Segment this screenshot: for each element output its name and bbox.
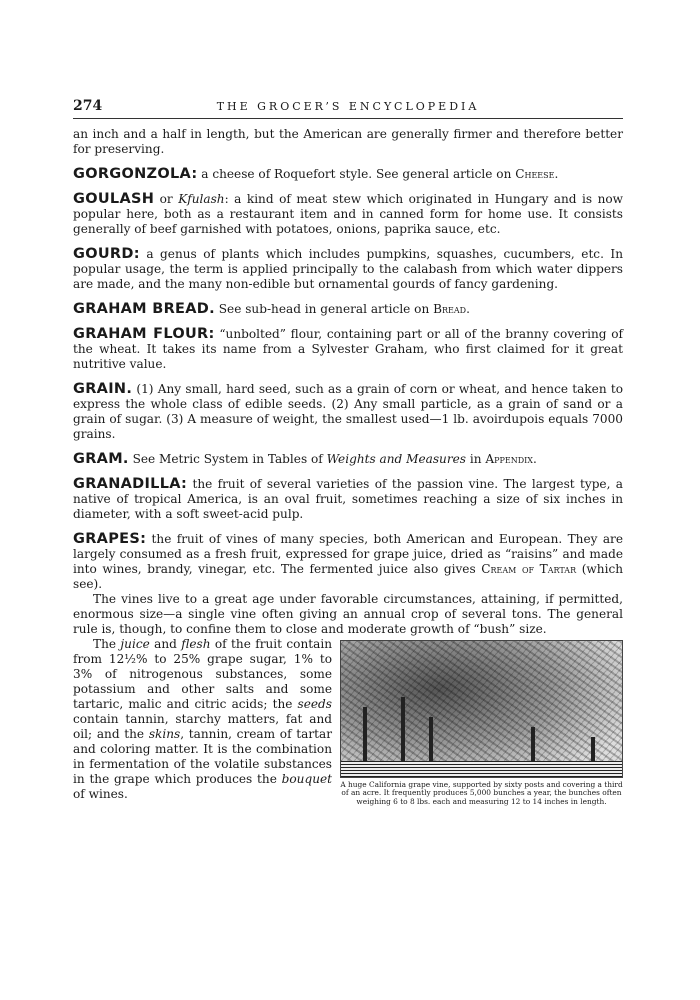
headword: GORGONZOLA: [73, 166, 198, 182]
cross-reference: Cheese [515, 167, 555, 181]
headword: GRAIN. [73, 381, 133, 397]
entry-goulash: GOULASH or Kfulash: a kind of meat stew which originated in Hungary and is now popular here, both as a restaurant item and in canned form for home use. It consists generally of beef garnished with potatoes, onions, paprika sauce, etc. [73, 191, 623, 236]
alt-spelling: Kfulash [178, 192, 225, 206]
entry-gram: GRAM. See Metric System in Tables of Weights and Measures in Appendix. [73, 451, 537, 467]
entry-gourd: GOURD: a genus of plants which includes pumpkins, squashes, cucumbers, etc. In popular usage, the term is applied principally to the calabash from which water dippers are made, and the many non-edible but ornamental gourds of fancy gardening. [73, 246, 623, 291]
headword: GRAHAM FLOUR: [73, 326, 215, 342]
entry-grain: GRAIN. (1) Any small, hard seed, such as a grain of corn or wheat, and hence taken to express the whole class of edible seeds. (2) Any small particle, as a grain of sand or a grain of sugar. (3) A measure of weight, the smallest used—1 lb. avoirdupois equals 7000 grains. [73, 381, 623, 441]
grapes-para-1: GRAPES: the fruit of vines of many species, both American and European. They are largely consumed as a fresh fruit, expressed for grape juice, dried as “raisins” and made into wines, brandy, vinegar, etc. The fermented juice also gives Cream of Tartar (which see). [73, 531, 624, 591]
headword: GOURD: [73, 246, 140, 262]
continuation-text: an inch and a half in length, but the American are generally firmer and therefore better for preserving. [73, 127, 623, 156]
headword: GRANADILLA: [73, 476, 188, 492]
grapes-para-3: The juice and flesh of the fruit contain from 12½% to 25% grape sugar, 1% to 3% of nitrogenous substances, some potassium and other salts and some tartaric, malic and citric acids; the seeds contain tannin, starchy matters, fat and oil; and the skins, tannin, cream of tartar and coloring matter. It is the combination in fermentation of the volatile substances in the grape which produces the bouquet of wines. [73, 637, 332, 801]
entry-granadilla: GRANADILLA: the fruit of several varieties of the passion vine. The largest type, a native of tropical America, is an oval fruit, sometimes reaching a size of six inches in diameter, with a soft sweet-acid pulp. [73, 476, 623, 521]
headword: GRAHAM BREAD. [73, 301, 215, 317]
headword: GOULASH [73, 191, 155, 207]
cross-reference: Appendix [485, 452, 533, 466]
running-title: THE GROCER’S ENCYCLOPEDIA [216, 100, 480, 113]
cross-reference: Bread [433, 302, 467, 316]
page-body [73, 98, 623, 808]
entry-grapes [73, 531, 624, 806]
entry-graham-flour: GRAHAM FLOUR: “unbolted” flour, containing part or all of the branny covering of the wheat. It takes its name from a Sylvester Graham, who first claimed for it great nutritive value. [73, 326, 623, 371]
page-header [73, 98, 623, 119]
figure [340, 640, 623, 806]
headword: GRAM. [73, 451, 129, 467]
grape-vine-photo-icon [340, 640, 623, 778]
headword: GRAPES: [73, 531, 147, 547]
entry-gorgonzola: GORGONZOLA: a cheese of Roquefort style. See general article on Cheese. [73, 166, 559, 182]
grapes-para-2: The vines live to a great age under favorable circumstances, attaining, if permitted, enormous size—a single vine often giving an annual crop of several tons. The general rule is, though, to confine them to close and moderate growth of “bush” size. [73, 592, 623, 636]
cross-reference: Cream of Tartar [481, 562, 577, 576]
page-number: 274 [73, 98, 103, 114]
figure-caption: A huge California grape vine, supported by sixty posts and covering a third of an acre. It frequently produces 5,000 bunches a year, the bunches often weighing 6 to 8 lbs. each and measuring 12 to 14 inches in length. [340, 780, 623, 806]
entry-graham-bread: GRAHAM BREAD. See sub-head in general article on Bread. [73, 301, 470, 317]
